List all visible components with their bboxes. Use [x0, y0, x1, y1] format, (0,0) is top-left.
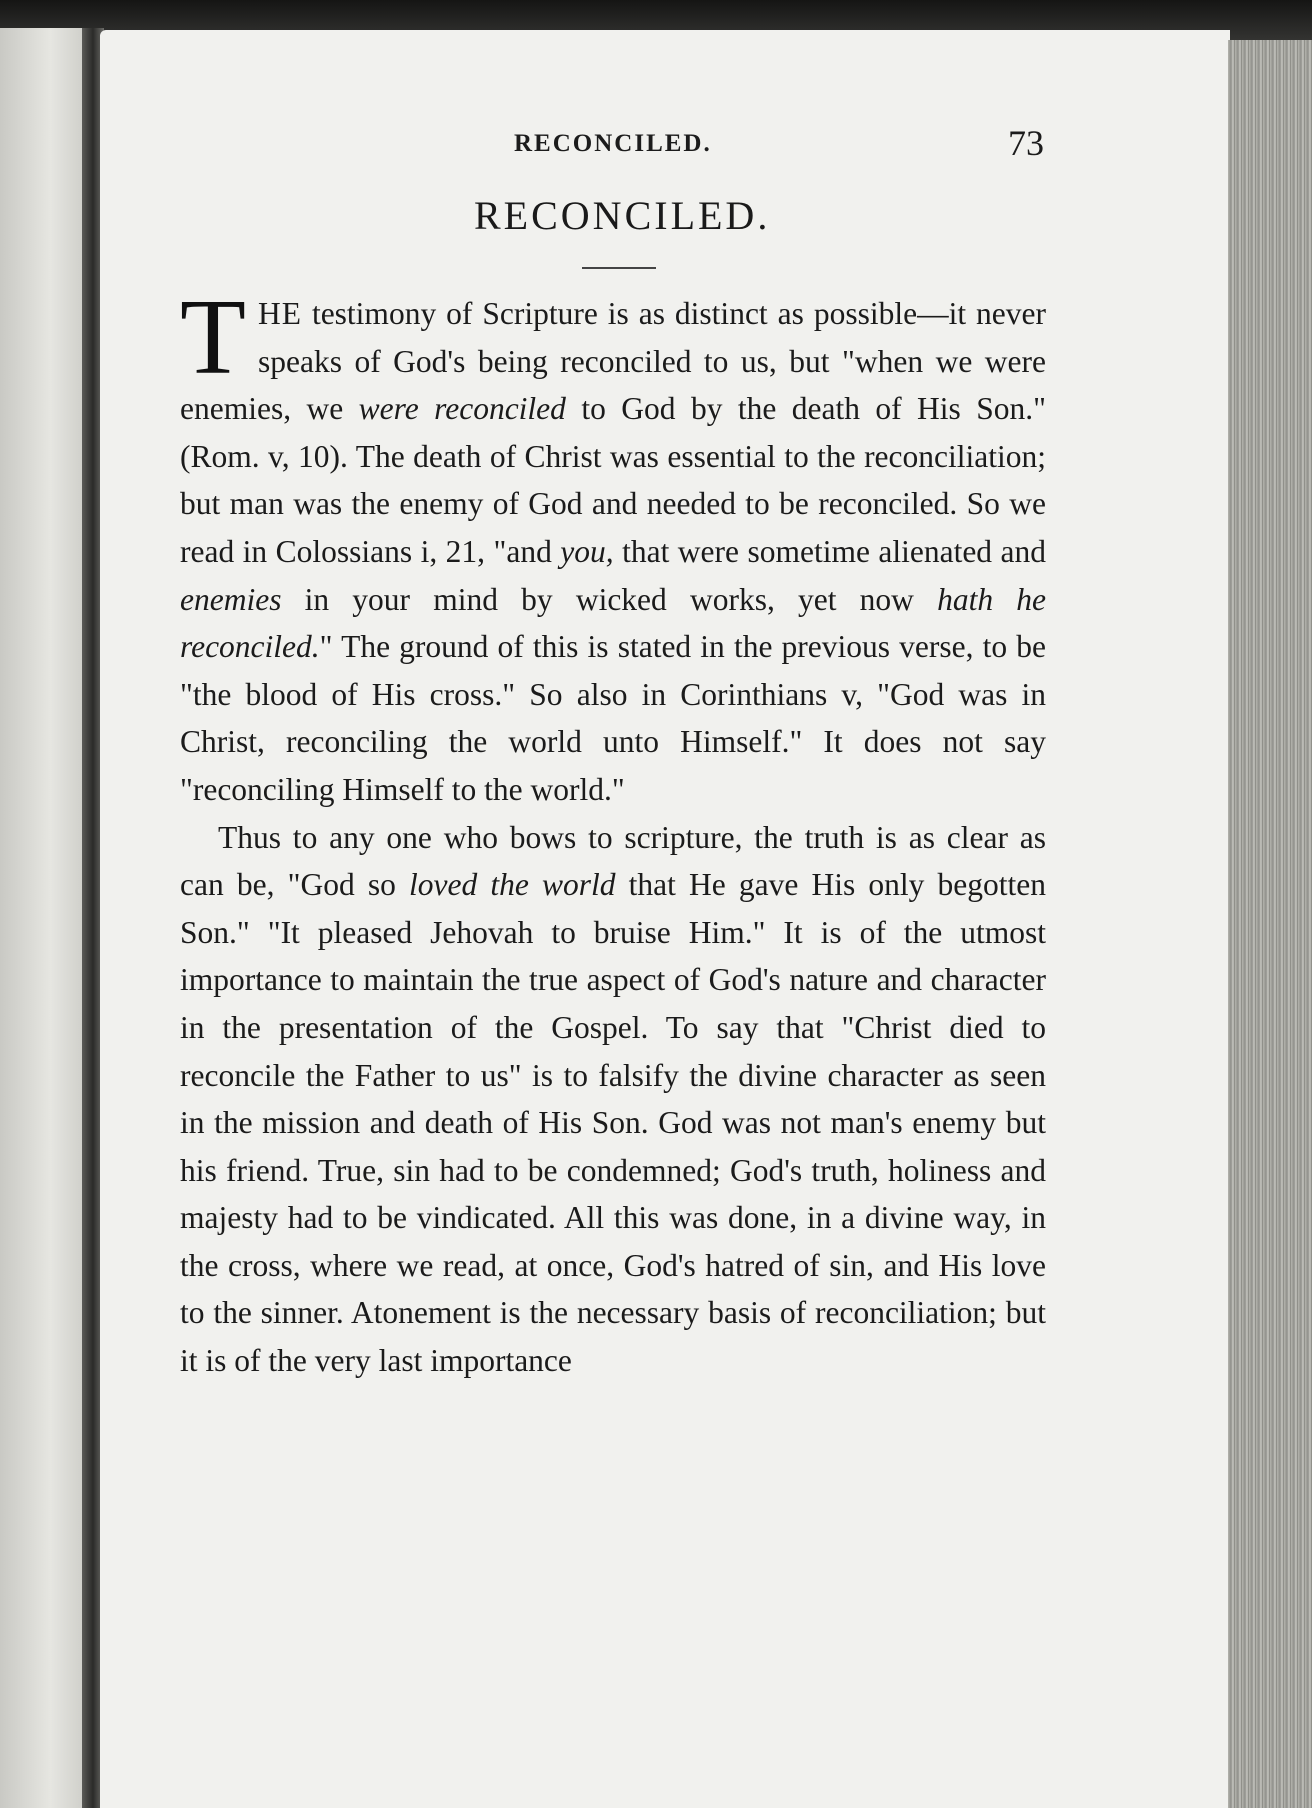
italic-run: enemies: [180, 581, 282, 617]
text-run: in your mind by wicked works, yet now: [281, 581, 938, 617]
text-run: Thus to any one who bows to scripture, the truth is as clear as can be, "God so: [180, 819, 1046, 903]
page-stack-edges: [1228, 40, 1312, 1808]
italic-run: were reconciled: [358, 391, 566, 427]
italic-run: loved the world: [409, 867, 616, 903]
running-head: RECONCILED.: [514, 130, 712, 157]
italic-run: hath he reconciled.: [180, 581, 1047, 665]
text-run: " The ground of this is stated in the previous verse, to be "the blood of His cross." So also in Corinthians v, "God was in Christ, reconciling the world unto Himself." It does not say "reconciling Himself to the world.": [180, 629, 1046, 807]
body-text: [180, 278, 1047, 1385]
drop-cap: T: [180, 278, 246, 397]
chapter-title: RECONCILED.: [474, 193, 771, 238]
lead-caps: HE: [257, 296, 302, 331]
text-run: to God by the death of His Son." (Rom. v, 10). The death of Christ was essential to the reconciliation; but man was the enemy of God and needed to be reconciled. So we read in Colossians i, 21, "and: [180, 391, 1046, 569]
paragraph-1: [180, 278, 1047, 814]
italic-run: you,: [560, 533, 614, 569]
title-rule: [582, 267, 656, 269]
text-run: that were sometime alienated and: [613, 533, 1046, 569]
paragraph-2: [180, 814, 1046, 1385]
text-run: testimony of Scripture is as distinct as possible—it never speaks of God's being reconciled to us, but "when we were enemies, we: [180, 296, 1046, 427]
text-run: that He gave His only begotten Son." "It pleased Jehovah to bruise Him." It is of the utmost importance to maintain the true aspect of God's nature and character in the presentation of the Gospel. To say that "Christ died to reconcile the Father to us" is to falsify the divine character as seen in the mission and death of His Son. God was not man's enemy but his friend. True, sin had to be condemned; God's truth, holiness and majesty had to be vindicated. All this was done, in a divine way, in the cross, where we read, at once, God's hatred of sin, and His love to the sinner. Atonement is the necessary basis of reconciliation; but it is of the very last importance: [180, 867, 1046, 1379]
previous-page-edge: [0, 28, 84, 1808]
page-number: 73: [1008, 123, 1044, 163]
